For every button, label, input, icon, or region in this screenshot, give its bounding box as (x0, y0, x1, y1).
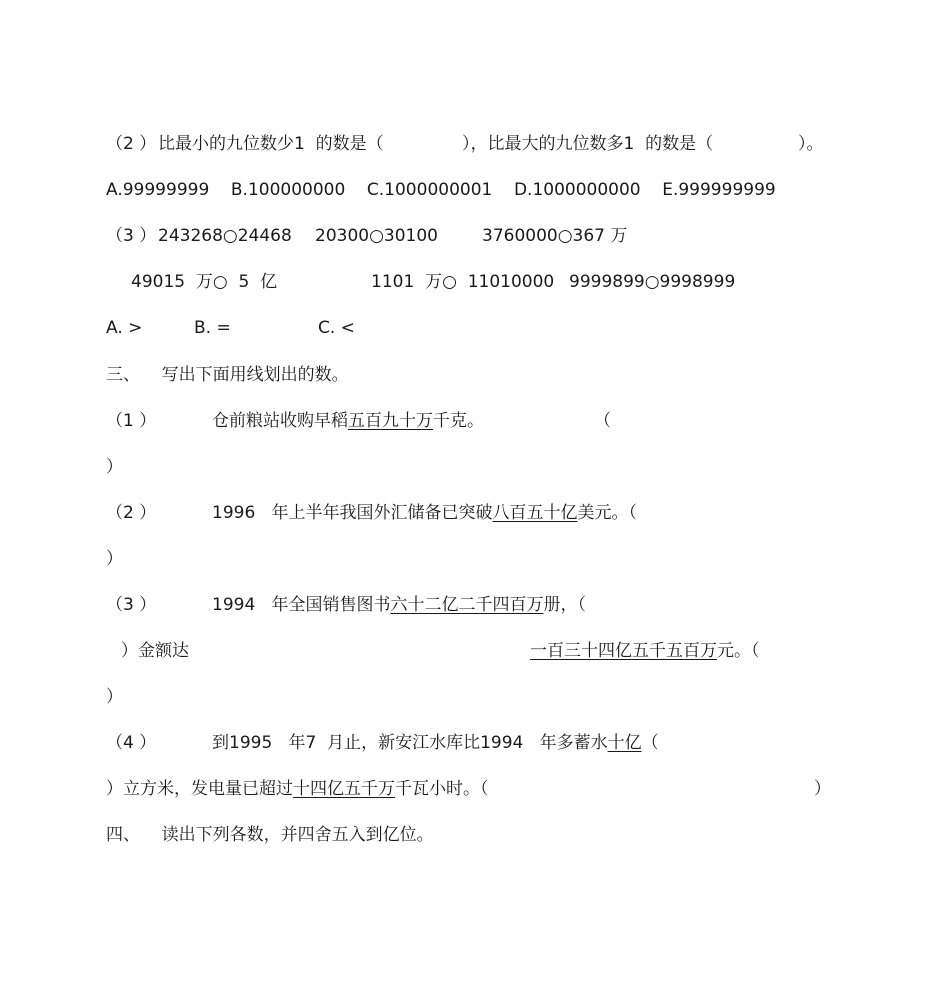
item-1-paren-close: ） (106, 457, 123, 477)
item-3-text: 1994 年全国销售图书六十二亿二千四百万册，（ (212, 595, 586, 615)
section-4-title: 四、 读出下列各数，并四舍五入到亿位。 (106, 825, 434, 845)
item-4-line2-text: ）立方米，发电量已超过十四亿五千万千瓦小时。（ (106, 779, 489, 799)
item-1-text: 仓前粮站收购早稻五百九十万千克。 (212, 411, 484, 431)
item-2-underlined: 八百五十亿 (492, 503, 578, 523)
q3-compare-6: 9999899○9998999 (569, 272, 736, 292)
q3-label: （3 ） (106, 226, 157, 246)
q3-compare-2: 20300○30100 (315, 226, 438, 246)
q3-compare-4: 49015 万○ 5 亿 (131, 272, 278, 292)
item-3-line2-pre: ）金额达 (121, 641, 189, 661)
q3-option-b: B. = (194, 318, 231, 338)
item-4-text: 到1995 年7 月止，新安江水库比1994 年多蓄水十亿（ (212, 733, 659, 753)
q3-option-a: A. > (106, 318, 143, 338)
q2-text-part3: ）。 (798, 134, 824, 154)
q3-compare-5: 1101 万○ 11010000 (371, 272, 555, 292)
q2-options: A.99999999 B.100000000 C.1000000001 D.1000000000 E.999999999 (106, 180, 776, 200)
item-2-label: （2 ） (106, 503, 157, 523)
q3-option-c: C. < (318, 318, 355, 338)
q2-text-part1: 比最小的九位数少1 的数是（ (158, 134, 384, 154)
q3-compare-3: 3760000○367 万 (482, 226, 628, 246)
item-1-underlined: 五百九十万 (348, 411, 433, 431)
item-3-underlined: 六十二亿二千四百万 (390, 595, 544, 615)
item-3-line2-text: 一百三十四亿五千五百万元。（ (530, 641, 760, 661)
item-3-line2-underlined: 一百三十四亿五千五百万 (530, 641, 717, 661)
item-2-paren-close: ） (106, 549, 123, 569)
item-4-label: （4 ） (106, 733, 157, 753)
item-2-text: 1996 年上半年我国外汇储备已突破八百五十亿美元。（ (212, 503, 637, 523)
item-4-line2-close: ） (814, 779, 831, 799)
section-3-title: 三、 写出下面用线划出的数。 (106, 365, 349, 385)
item-1-paren-open: （ (594, 411, 611, 431)
q2-label: （2 ） (106, 134, 157, 154)
item-4-underlined: 十亿 (607, 733, 642, 753)
q3-compare-1: 243268○24468 (158, 226, 292, 246)
item-3-label: （3 ） (106, 595, 157, 615)
item-1-label: （1 ） (106, 411, 157, 431)
item-4-line2-underlined: 十四亿五千万 (293, 779, 395, 799)
q2-text-part2: ），比最大的九位数多1 的数是（ (462, 134, 714, 154)
item-3-paren-close: ） (106, 687, 123, 707)
